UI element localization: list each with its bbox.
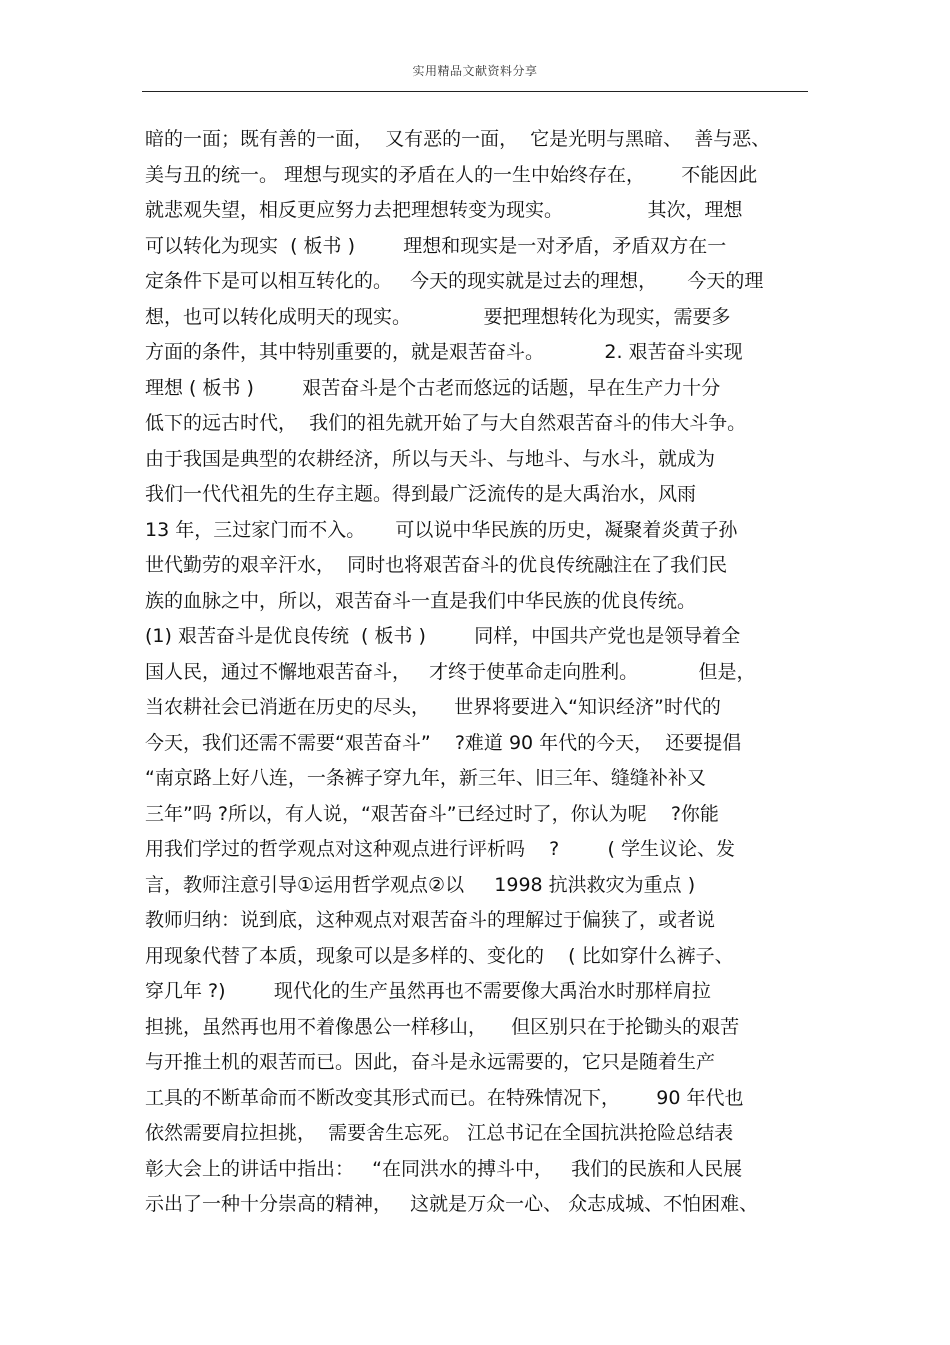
text-line: 穿几年 ?) 现代化的生产虽然再也不需要像大禹治水时那样肩拉	[145, 980, 711, 1002]
text-line: 示出了一种十分崇高的精神， 这就是万众一心、 众志成城、不怕困难、	[145, 1193, 759, 1215]
text-line: 暗的一面；既有善的一面， 又有恶的一面， 它是光明与黑暗、 善与恶、	[145, 128, 771, 150]
text-line: “南京路上好八连，一条裤子穿九年，新三年、旧三年、缝缝补补又	[145, 767, 706, 789]
text-line: 低下的远古时代， 我们的祖先就开始了与大自然艰苦奋斗的伟大斗争。	[145, 412, 747, 434]
text-line: 与开推土机的艰苦而已。因此，奋斗是永远需要的，它只是随着生产	[145, 1051, 716, 1073]
text-line: 依然需要肩拉担挑， 需要舍生忘死。 江总书记在全国抗洪抢险总结表	[145, 1122, 734, 1144]
text-line: 担挑，虽然再也用不着像愚公一样移山， 但区别只在于抡锄头的艰苦	[145, 1015, 740, 1038]
text-line: 可以转化为现实 ( 板书 ) 理想和现实是一对矛盾，矛盾双方在一	[145, 234, 727, 257]
text-line: 教师归纳：说到底，这种观点对艰苦奋斗的理解过于偏狭了，或者说	[145, 909, 716, 931]
text-line: 彰大会上的讲话中指出： “在同洪水的搏斗中， 我们的民族和人民展	[145, 1157, 743, 1180]
text-line: 定条件下是可以相互转化的。 今天的现实就是过去的理想， 今天的理	[145, 270, 764, 292]
text-line: 三年”吗 ?所以，有人说，“艰苦奋斗”已经过时了，你认为呢 ?你能	[145, 802, 719, 825]
text-line: 族的血脉之中，所以，艰苦奋斗一直是我们中华民族的优良传统。	[145, 589, 697, 612]
text-line: 由于我国是典型的农耕经济，所以与天斗、与地斗、与水斗，就成为	[145, 447, 716, 470]
text-line: (1) 艰苦奋斗是优良传统 ( 板书 ) 同样，中国共产党也是领导着全	[145, 625, 741, 647]
text-line: 美与丑的统一。 理想与现实的矛盾在人的一生中始终存在， 不能因此	[145, 163, 758, 186]
text-line: 世代勤劳的艰辛汗水， 同时也将艰苦奋斗的优良传统融注在了我们民	[145, 554, 728, 576]
text-line: 13 年，三过家门而不入。 可以说中华民族的历史，凝聚着炎黄子孙	[145, 518, 738, 541]
text-line: 我们一代代祖先的生存主题。得到最广泛流传的是大禹治水，风雨	[145, 483, 697, 505]
page-header: 实用精品文献资料分享	[412, 64, 538, 78]
text-line: 言，教师注意引导①运用哲学观点②以 1998 抗洪救灾为重点 )	[145, 873, 696, 896]
text-line: 国人民，通过不懈地艰苦奋斗， 才终于使革命走向胜利。 但是，	[145, 660, 756, 683]
text-line: 想，也可以转化成明天的现实。 要把理想转化为现实，需要多	[145, 305, 731, 328]
text-line: 理想 ( 板书 ) 艰苦奋斗是个古老而悠远的话题，早在生产力十分	[145, 376, 721, 399]
text-line: 今天，我们还需不需要“艰苦奋斗” ?难道 90 年代的今天， 还要提倡	[145, 731, 742, 754]
text-line: 用我们学过的哲学观点对这种观点进行评析吗 ? ( 学生议论、发	[145, 838, 736, 860]
text-line: 就悲观失望，相反更应努力去把理想转变为现实。 其次，理想	[145, 199, 743, 221]
text-line: 工具的不断革命而不断改变其形式而已。在特殊情况下， 90 年代也	[145, 1086, 744, 1109]
header-divider	[142, 91, 808, 92]
text-line: 当农耕社会已消逝在历史的尽头， 世界将要进入“知识经济”时代的	[145, 696, 721, 718]
text-line: 方面的条件，其中特别重要的，就是艰苦奋斗。 2. 艰苦奋斗实现	[145, 341, 743, 363]
document-body	[145, 122, 810, 1223]
text-line: 用现象代替了本质，现象可以是多样的、变化的 ( 比如穿什么裤子、	[145, 944, 734, 967]
